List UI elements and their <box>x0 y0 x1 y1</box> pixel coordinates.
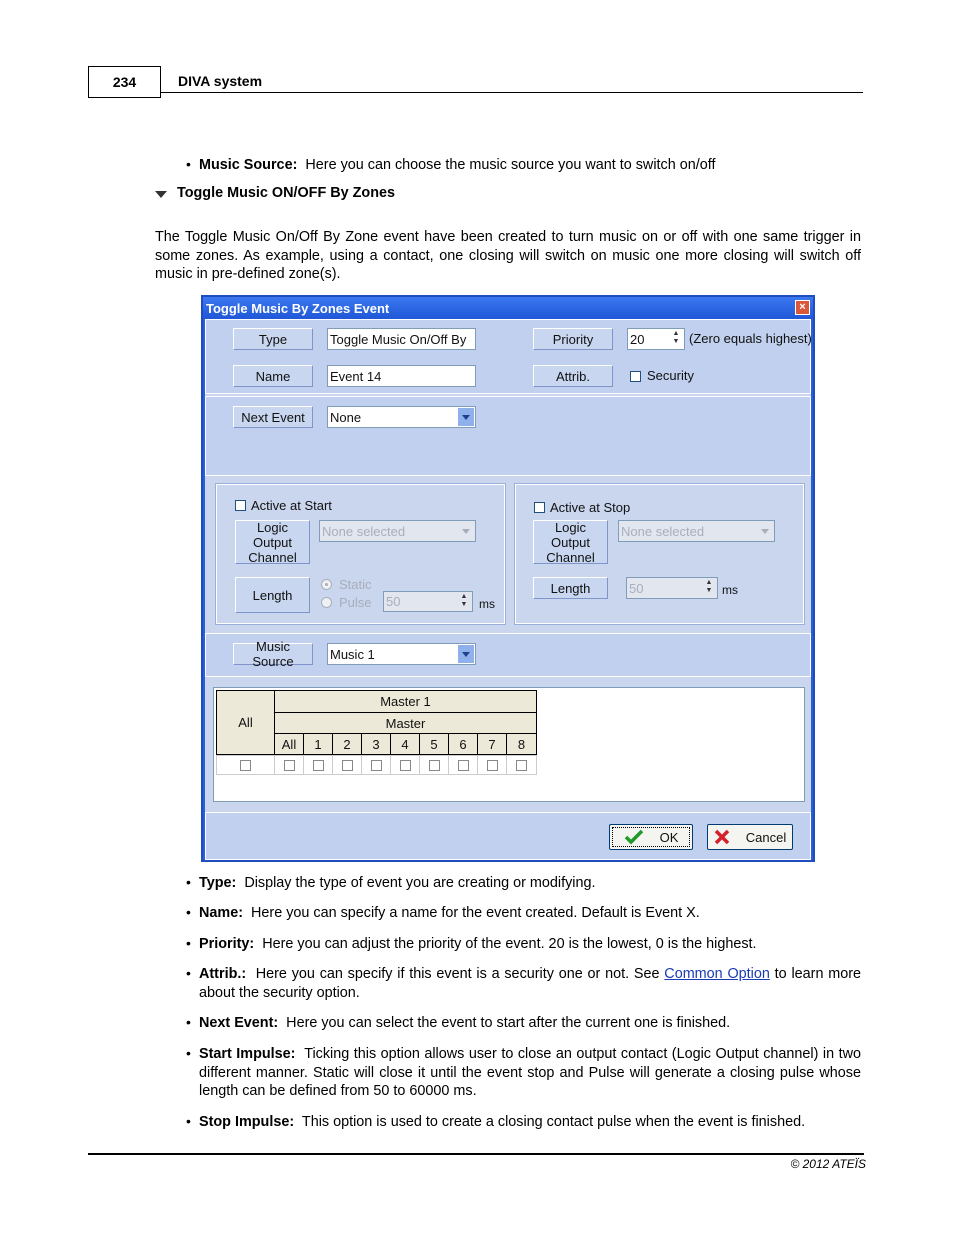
grid-col-header[interactable]: 4 <box>390 733 420 755</box>
zone-checkbox[interactable] <box>429 760 440 771</box>
grid-cell <box>448 755 478 775</box>
next-event-value: None <box>330 409 362 425</box>
zone-checkbox[interactable] <box>342 760 353 771</box>
grid-master-header: Master <box>274 712 537 734</box>
bullet-term: Stop Impulse: <box>199 1114 295 1130</box>
bullet-name <box>199 904 861 923</box>
bullet-term: Start Impulse: <box>199 1046 296 1062</box>
priority-note: (Zero equals highest) <box>689 331 812 346</box>
bullet-desc: Here you can choose the music source you want to switch on/off <box>305 157 716 173</box>
dialog-client <box>205 319 811 860</box>
pulse-label: Pulse <box>339 595 372 610</box>
name-input[interactable]: Event 14 <box>327 365 476 387</box>
type-label[interactable]: Type <box>233 328 313 350</box>
section-paragraph: The Toggle Music On/Off By Zone event have been created to turn music on or off with one same trigger in some zones. As example, using a contact, one closing will switch on music one more closing will switch off music in pre-defined zone(s). <box>155 229 861 282</box>
grid-cell <box>361 755 391 775</box>
chevron-down-icon[interactable] <box>757 522 773 540</box>
grid-col-header[interactable]: All <box>274 733 304 755</box>
grid-cell <box>216 755 275 775</box>
name-label[interactable]: Name <box>233 365 313 387</box>
bullet-term: Music Source: <box>199 157 298 173</box>
spin-arrows-icon[interactable]: ▲ ▼ <box>460 593 468 608</box>
security-label: Security <box>647 368 694 383</box>
priority-stepper[interactable] <box>627 328 685 350</box>
cancel-label: Cancel <box>745 829 787 845</box>
page-number: 234 <box>88 66 161 98</box>
zone-checkbox[interactable] <box>458 760 469 771</box>
bullet-dot: • <box>186 874 191 890</box>
bullet-next-event <box>199 1014 861 1033</box>
bullet-term: Type: <box>199 875 237 891</box>
static-radio[interactable] <box>321 579 332 590</box>
header-rule <box>161 92 863 93</box>
stop-logic-output-value: None selected <box>621 523 705 539</box>
stop-length-label[interactable]: Length <box>533 577 608 599</box>
grid-cell <box>332 755 362 775</box>
grid-col-header[interactable]: 5 <box>419 733 449 755</box>
chevron-down-icon[interactable] <box>458 645 474 663</box>
ok-label: OK <box>659 829 679 845</box>
grid-col-header[interactable]: 1 <box>303 733 333 755</box>
checkmark-icon <box>624 829 644 845</box>
bullet-dot: • <box>186 935 191 951</box>
bullet-desc: Here you can adjust the priority of the event. 20 is the lowest, 0 is the highest. <box>262 936 757 952</box>
active-at-stop-checkbox[interactable] <box>534 502 545 513</box>
stop-logic-output-label[interactable]: Logic Output Channel <box>533 520 608 564</box>
start-length-label[interactable]: Length <box>235 577 310 613</box>
stop-logic-output-select[interactable] <box>618 520 775 542</box>
grid-col-header[interactable]: 6 <box>448 733 478 755</box>
start-length-unit: ms <box>479 597 495 611</box>
zone-checkbox[interactable] <box>313 760 324 771</box>
bullet-desc: Ticking this option allows user to close an output contact (Logic Output channel) in two different manner. Static will close it until the event stop and Pulse will generate a closing pulse whose length can be defined from 50 to 60000 ms. <box>199 1046 861 1099</box>
attrib-label[interactable]: Attrib. <box>533 365 613 387</box>
grid-col-header[interactable]: 3 <box>361 733 391 755</box>
bullet-desc: Here you can select the event to start after the current one is finished. <box>286 1015 731 1031</box>
stop-length-value: 50 <box>629 580 644 596</box>
grid-cell <box>274 755 304 775</box>
common-option-link[interactable]: Common Option <box>664 966 770 982</box>
dialog-titlebar <box>203 297 813 319</box>
bullet-desc-continued: to learn more about the security option. <box>199 966 862 1001</box>
bullet-stop-impulse <box>199 1113 861 1132</box>
grid-cell <box>390 755 420 775</box>
collapse-triangle-icon[interactable] <box>155 191 167 198</box>
bullet-attrib <box>199 965 861 1002</box>
spin-arrows-icon[interactable]: ▲ ▼ <box>705 579 713 594</box>
grid-col-header[interactable]: 8 <box>506 733 537 755</box>
footer-rule <box>88 1153 864 1155</box>
stop-length-unit: ms <box>722 583 738 597</box>
next-event-label[interactable]: Next Event <box>233 406 313 428</box>
start-length-value: 50 <box>386 594 401 609</box>
bullet-desc: Display the type of event you are creating or modifying. <box>244 875 596 891</box>
bullet-dot: • <box>186 1113 191 1129</box>
next-event-select[interactable] <box>327 406 476 428</box>
active-at-start-label: Active at Start <box>251 498 332 513</box>
priority-value: 20 <box>630 331 645 347</box>
spin-arrows-icon[interactable]: ▲ ▼ <box>672 330 680 345</box>
priority-label[interactable]: Priority <box>533 328 613 350</box>
music-source-select[interactable] <box>327 643 476 665</box>
start-logic-output-value: None selected <box>322 523 406 539</box>
bullet-type <box>199 874 861 893</box>
active-at-stop-label: Active at Stop <box>550 500 631 515</box>
dialog-window <box>201 295 815 862</box>
zone-checkbox[interactable] <box>284 760 295 771</box>
zone-checkbox[interactable] <box>371 760 382 771</box>
bullet-dot: • <box>186 904 191 920</box>
grid-col-header[interactable]: 2 <box>332 733 362 755</box>
bullet-dot: • <box>186 965 191 981</box>
close-icon[interactable]: × <box>795 300 810 315</box>
start-logic-output-select[interactable] <box>319 520 476 542</box>
header-title: DIVA system <box>178 73 263 89</box>
cancel-button[interactable] <box>707 824 793 850</box>
dialog-title: Toggle Music By Zones Event <box>206 301 390 316</box>
grid-cell <box>303 755 333 775</box>
grid-cell <box>477 755 507 775</box>
music-source-value: Music 1 <box>330 646 375 662</box>
zone-all-checkbox[interactable] <box>240 760 251 771</box>
static-label: Static <box>339 577 372 592</box>
bullet-term: Name: <box>199 905 243 921</box>
ok-button[interactable] <box>609 824 693 850</box>
zone-grid <box>213 687 805 802</box>
stop-length-stepper[interactable] <box>626 577 718 599</box>
active-at-start-checkbox[interactable] <box>235 500 246 511</box>
section-title: Toggle Music ON/OFF By Zones <box>177 185 396 201</box>
intro-bullet <box>199 156 715 175</box>
bullet-dot: • <box>186 156 191 172</box>
type-field: Toggle Music On/Off By <box>327 328 476 350</box>
grid-cell <box>506 755 537 775</box>
zone-checkbox[interactable] <box>487 760 498 771</box>
grid-all-header[interactable]: All <box>216 690 275 755</box>
music-source-label[interactable]: Music Source <box>233 643 313 665</box>
bullet-start-impulse <box>199 1045 861 1101</box>
zone-checkbox[interactable] <box>400 760 411 771</box>
grid-cell <box>419 755 449 775</box>
security-checkbox[interactable] <box>630 371 641 382</box>
cross-icon <box>714 829 730 845</box>
bullet-dot: • <box>186 1045 191 1061</box>
chevron-down-icon[interactable] <box>458 408 474 426</box>
footer-copyright: © 2012 ATEÏS <box>790 1157 866 1171</box>
bullet-term: Priority: <box>199 936 255 952</box>
bullet-priority <box>199 935 861 954</box>
bullet-desc: Here you can specify a name for the event created. Default is Event X. <box>251 905 700 921</box>
bullet-dot: • <box>186 1014 191 1030</box>
pulse-radio[interactable] <box>321 597 332 608</box>
grid-col-header[interactable]: 7 <box>477 733 507 755</box>
chevron-down-icon[interactable] <box>458 522 474 540</box>
grid-master1-header: Master 1 <box>274 690 537 713</box>
start-logic-output-label[interactable]: Logic Output Channel <box>235 520 310 564</box>
bullet-term: Next Event: <box>199 1015 279 1031</box>
bullet-term: Attrib.: <box>199 966 247 982</box>
bullet-desc: This option is used to create a closing contact pulse when the event is finished. <box>301 1114 806 1130</box>
zone-checkbox[interactable] <box>516 760 527 771</box>
bullet-desc: Here you can specify if this event is a security one or not. See <box>255 966 660 982</box>
start-length-stepper[interactable] <box>383 591 473 612</box>
